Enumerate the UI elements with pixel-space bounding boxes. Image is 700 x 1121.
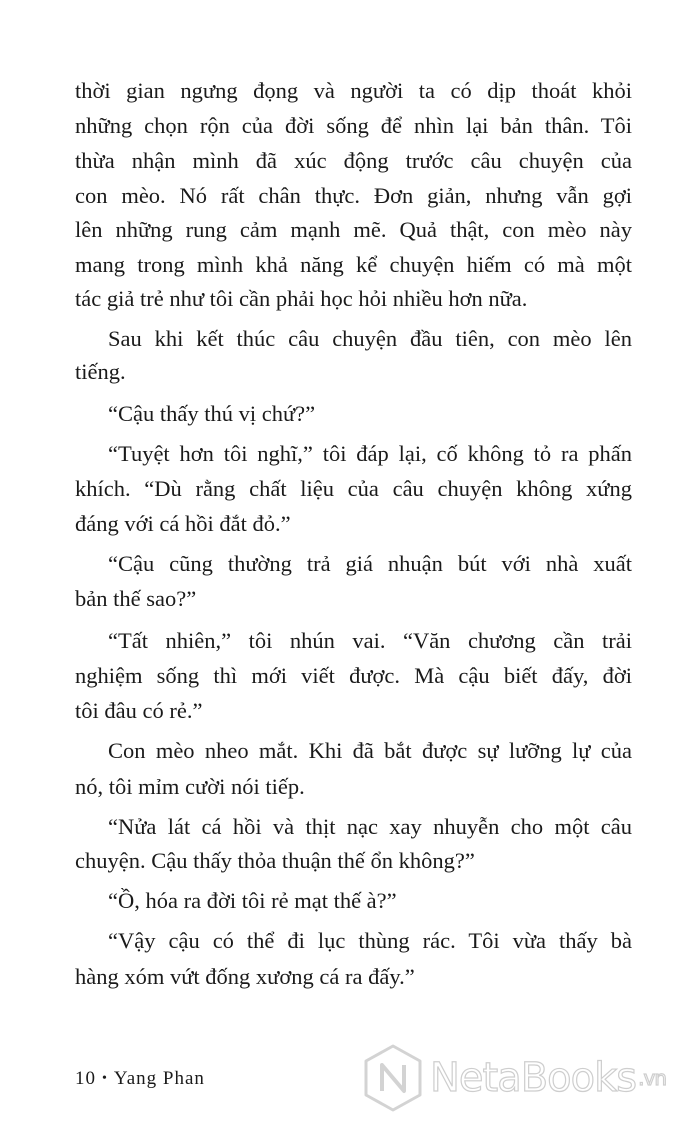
- text-line: bản thế sao?”: [75, 586, 197, 611]
- watermark-brand: NetaBooks: [430, 1055, 637, 1101]
- text-line: tác giả trẻ như tôi cần phải học hỏi nhiều hơn nữa.: [75, 286, 528, 311]
- paragraph-first-line: “Cậu thấy thú vị chứ?”: [108, 401, 316, 426]
- paragraph-first-line: “Vậy cậu có thể đi lục thùng rác. Tôi vừa thấy bà: [108, 928, 632, 953]
- text-line: con mèo. Nó rất chân thực. Đơn giản, nhưng vẫn gợi: [75, 183, 632, 208]
- netabooks-watermark: [362, 1042, 692, 1114]
- paragraph-first-line: “Tất nhiên,” tôi nhún vai. “Văn chương cần trải: [108, 628, 632, 653]
- paragraph-first-line: “Nửa lát cá hồi và thịt nạc xay nhuyễn cho một câu: [108, 814, 632, 839]
- text-line: khích. “Dù rằng chất liệu của câu chuyện không xứng: [75, 476, 632, 501]
- watermark-suffix: .vn: [638, 1066, 666, 1090]
- text-line: đáng với cá hồi đắt đỏ.”: [75, 511, 291, 536]
- text-line: lên những rung cảm mạnh mẽ. Quả thật, con mèo này: [75, 217, 632, 242]
- text-line: nó, tôi mỉm cười nói tiếp.: [75, 774, 305, 799]
- paragraph-first-line: “Tuyệt hơn tôi nghĩ,” tôi đáp lại, cố không tỏ ra phấn: [108, 441, 632, 466]
- footer-separator: •: [102, 1071, 108, 1086]
- text-line: mang trong mình khả năng kể chuyện hiếm có mà một: [75, 252, 632, 277]
- paragraph-first-line: “Ồ, hóa ra đời tôi rẻ mạt thế à?”: [108, 888, 397, 913]
- author-name: Yang Phan: [113, 1068, 205, 1089]
- text-line: những chọn rộn của đời sống để nhìn lại bản thân. Tôi: [75, 113, 632, 138]
- text-line: nghiệm sống thì mới viết được. Mà cậu biết đấy, đời: [75, 663, 632, 688]
- text-line: tiếng.: [75, 359, 126, 384]
- text-line: thời gian ngưng đọng và người ta có dịp thoát khỏi: [75, 78, 632, 103]
- paragraph-first-line: “Cậu cũng thường trả giá nhuận bút với nhà xuất: [108, 551, 632, 576]
- text-line: chuyện. Cậu thấy thỏa thuận thế ổn không?”: [75, 848, 475, 873]
- netabooks-logo-icon: [362, 1043, 424, 1113]
- text-line: tôi đâu có rẻ.”: [75, 698, 203, 723]
- page-footer: [75, 1068, 205, 1090]
- text-line: hàng xóm vứt đống xương cá ra đấy.”: [75, 964, 415, 989]
- paragraph-first-line: Sau khi kết thúc câu chuyện đầu tiên, con mèo lên: [108, 326, 632, 351]
- page-number: 10: [75, 1068, 96, 1089]
- paragraph-first-line: Con mèo nheo mắt. Khi đã bắt được sự lưỡng lự của: [108, 738, 632, 763]
- text-line: thừa nhận mình đã xúc động trước câu chuyện của: [75, 148, 632, 173]
